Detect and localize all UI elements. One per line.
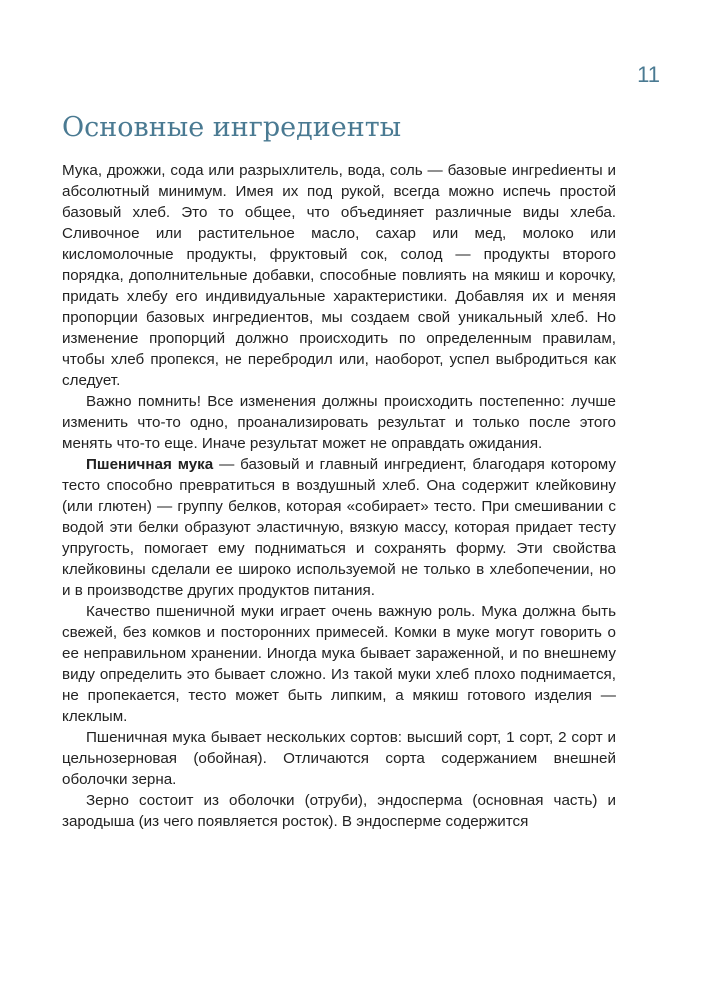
paragraph-text: Качество пшеничной муки играет очень важную роль. Мука должна быть свежей, без комков и посторонних примесей. Комки в муке могут говорить о ее неправильном хранении. Иногда мука бывает зараженной, и по внешнему виду определить это бывает сложно. Из такой муки хлеб плохо поднимается, не пропекается, тесто может быть липким, а мякиш готового изделия — клеклым. [62, 603, 616, 725]
body-text [62, 160, 616, 832]
paragraph-text: — базовый и главный ингредиент, благодаря которому тесто способно превратиться в воздушный хлеб. Она содержит клейковину (или глютен) — группу белков, которая «собирает» тесто. При смешивании с водой эти белки образуют эластичную, вязкую массу, которая придает тесту упругость, помогает ему подниматься и сохранять форму. Эти свойства клейковины сделали ее широко используемой не только в хлебопечении, но и в производстве других продуктов питания. [62, 456, 616, 599]
paragraph-text: Мука, дрожжи, сода или разрыхлитель, вода, соль — базовые ингреdиенты и абсолютный минимум. Имея их под рукой, всегда можно испечь простой базовый хлеб. Это то общее, что объединяет различные виды хлеба. Сливочное или растительное масло, сахар или мед, молоко или кисломолочные продукты, фруктовый сок, солод — продукты второго порядка, дополнительные добавки, способные повлиять на мякиш и корочку, придать хлебу его индивидуальные характеристики. Добавляя их и меняя пропорции базовых ингредиентов, мы создаем свой уникальный хлеб. Но изменение пропорций должно происходить по определенным правилам, чтобы хлеб пропекся, не перебродил или, наоборот, успел выбродиться как следует. [62, 162, 616, 389]
paragraph-grades [62, 727, 616, 790]
paragraph-text: Важно помнить! Все изменения должны происходить постепенно: лучше изменить что-то одно, проанализировать результат и только после этого менять что-то еще. Иначе результат может не оправдать ожидания. [62, 393, 616, 452]
page-number: 11 [637, 62, 660, 87]
paragraph-wheat-flour [62, 454, 616, 601]
page-title: Основные ингредиенты [62, 112, 402, 143]
paragraph-intro [62, 160, 616, 391]
term-wheat-flour: Пшеничная мука [86, 456, 214, 473]
paragraph-text: Пшеничная мука бывает нескольких сортов: высший сорт, 1 сорт, 2 сорт и цельнозерновая (обойная). Отличаются сорта содержанием внешней оболочки зерна. [62, 729, 616, 788]
paragraph-note [62, 391, 616, 454]
paragraph-text: Зерно состоит из оболочки (отруби), эндосперма (основная часть) и зародыша (из чего появляется росток). В эндосперме содержится [62, 792, 616, 830]
paragraph-grain [62, 790, 616, 832]
paragraph-quality [62, 601, 616, 727]
